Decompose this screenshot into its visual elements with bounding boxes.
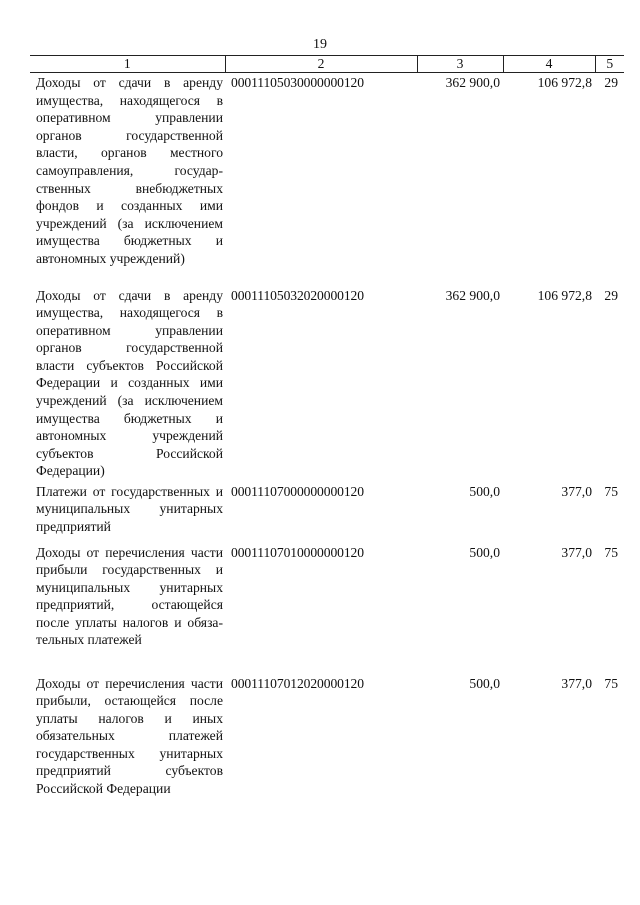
row-plan: 362 900,0 [445,75,500,90]
table-body [30,73,624,815]
row-percent: 75 [604,483,618,499]
table-row [30,287,624,483]
page-number: 19 [313,37,327,52]
column-header-2: 2 [225,56,417,73]
table-row [30,675,624,815]
budget-table [30,55,624,815]
row-percent: 75 [604,544,618,560]
table-row [30,73,624,287]
row-name: Платежи от государственных и муниципальных унитарных предприятий [36,483,223,534]
row-plan: 500,0 [469,544,500,560]
row-plan: 500,0 [469,483,500,499]
row-code: 00011107012020000120 [231,675,364,691]
row-code: 00011107010000000120 [231,544,364,560]
row-percent: 29 [604,287,618,303]
column-header-5: 5 [595,56,624,73]
row-actual: 377,0 [561,544,592,560]
row-plan: 500,0 [469,675,500,691]
row-code: 00011107000000000120 [231,483,364,499]
table-row [30,483,624,544]
table-row [30,544,624,675]
row-name: Доходы от сдачи в аренду имущества, находящегося в оперативном управлении органов государственной власти субъектов Российской Федерации и созданных ими учреждений (за исключением имущества бюджетных и автономных учреждений субъектов Российской Федерации) [36,287,223,479]
column-header-4: 4 [503,56,595,73]
row-code: 00011105032020000120 [231,287,364,303]
row-actual: 106 972,8 [537,287,592,303]
row-percent: 75 [604,675,618,691]
row-name: Доходы от перечисления части прибыли, остающейся после уплаты налогов и иных обязательных платежей государственных унитарных предприятий субъектов Российской Федерации [36,675,223,797]
table-header [30,56,624,73]
row-percent: 29 [604,75,618,90]
row-actual: 377,0 [561,675,592,691]
column-header-3: 3 [417,56,503,73]
row-name: Доходы от перечисления части прибыли государственных и муниципальных унитарных предприятий, остающейся после уплаты налогов и обязательных платежей [36,544,223,648]
row-actual: 377,0 [561,483,592,499]
row-code: 00011105030000000120 [231,75,364,90]
row-plan: 362 900,0 [445,287,500,303]
header-row [30,56,624,73]
row-name: Доходы от сдачи в аренду имущества, находящегося в оперативном управлении органов государственной власти, органов местного самоуправления, государственных внебюджетных фондов и созданных ими учреждений (за исключением имущества бюджетных и автономных учреждений) [36,75,223,266]
row-actual: 106 972,8 [537,75,592,90]
column-header-1: 1 [30,56,225,73]
